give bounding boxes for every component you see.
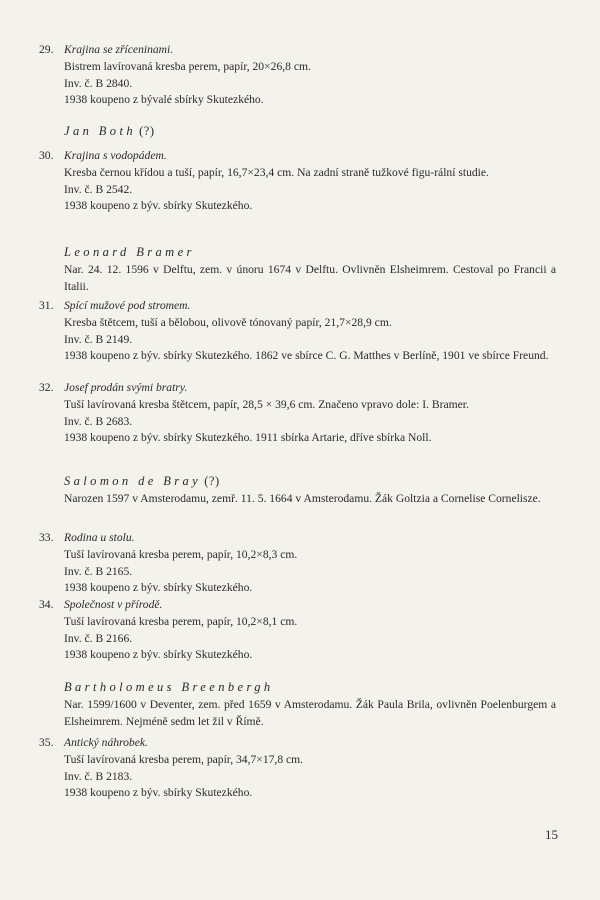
entry-provenance: 1938 koupeno z býv. sbírky Skutezkého. bbox=[64, 786, 253, 800]
entry-number: 34. bbox=[39, 598, 54, 611]
catalog-entry bbox=[39, 298, 561, 365]
entry-description: Kresba černou křídou a tuší, papír, 16,7×23,4 cm. Na zadní straně tužkové figu-rální studie. bbox=[64, 165, 489, 179]
artist-name: Bartholomeus Breenbergh bbox=[64, 680, 274, 694]
entry-inventory: Inv. č. B 2542. bbox=[64, 182, 133, 196]
entry-inventory: Inv. č. B 2840. bbox=[64, 76, 133, 90]
artist-bio: Nar. 1599/1600 v Deventer, zem. před 1659 v Amsterodamu. Žák Paula Brila, ovlivněn Poelenburgem a Elsheimrem. Nejméně sedm let žil v Římě. bbox=[64, 698, 556, 728]
artist-name: Leonard Bramer bbox=[64, 245, 195, 259]
entry-inventory: Inv. č. B 2149. bbox=[64, 332, 133, 346]
catalog-entry bbox=[39, 597, 561, 664]
entry-number: 35. bbox=[39, 736, 54, 749]
entry-title: Rodina u stolu. bbox=[64, 531, 135, 544]
artist-name: Salomon de Bray bbox=[64, 474, 202, 488]
entry-provenance: 1938 koupeno z býv. sbírky Skutezkého. bbox=[64, 199, 253, 213]
artist-heading bbox=[64, 124, 154, 139]
entry-provenance: 1938 koupeno z bývalé sbírky Skutezkého. bbox=[64, 93, 264, 107]
catalog-entry bbox=[39, 42, 561, 109]
entry-number: 29. bbox=[39, 43, 54, 56]
entry-provenance: 1938 koupeno z býv. sbírky Skutezkého. 1911 sbírka Artarie, dříve sbírka Noll. bbox=[64, 431, 432, 445]
catalog-entry bbox=[39, 735, 561, 802]
entry-description: Tuší lavírovaná kresba perem, papír, 34,7×17,8 cm. bbox=[64, 752, 304, 766]
entry-title: Společnost v přírodě. bbox=[64, 598, 163, 611]
entry-provenance: 1938 koupeno z býv. sbírky Skutezkého. bbox=[64, 648, 253, 662]
entry-title: Antický náhrobek. bbox=[64, 736, 148, 749]
entry-number: 33. bbox=[39, 531, 54, 544]
page-number: 15 bbox=[545, 827, 558, 842]
catalog-entry bbox=[39, 530, 561, 597]
entry-inventory: Inv. č. B 2166. bbox=[64, 631, 133, 645]
artist-qualifier: (?) bbox=[139, 124, 155, 138]
artist-qualifier: (?) bbox=[204, 474, 220, 488]
entry-description: Tuší lavírovaná kresba perem, papír, 10,2×8,1 cm. bbox=[64, 614, 298, 628]
entry-title: Krajina s vodopádem. bbox=[64, 149, 167, 162]
artist-name: Jan Both bbox=[64, 124, 136, 138]
entry-title: Spící mužové pod stromem. bbox=[64, 299, 191, 312]
entry-description: Bistrem lavírovaná kresba perem, papír, 20×26,8 cm. bbox=[64, 59, 311, 73]
artist-bio: Nar. 24. 12. 1596 v Delftu, zem. v únoru 1674 v Delftu. Ovlivněn Elsheimrem. Cestoval po Francii a Italii. bbox=[64, 263, 556, 293]
entry-number: 32. bbox=[39, 381, 54, 394]
entry-inventory: Inv. č. B 2165. bbox=[64, 564, 133, 578]
entry-title: Josef prodán svými bratry. bbox=[64, 381, 188, 394]
entry-description: Tuší lavírovaná kresba perem, papír, 10,2×8,3 cm. bbox=[64, 547, 298, 561]
entry-provenance: 1938 koupeno z býv. sbírky Skutezkého. bbox=[64, 581, 253, 595]
entry-inventory: Inv. č. B 2183. bbox=[64, 769, 133, 783]
entry-inventory: Inv. č. B 2683. bbox=[64, 414, 133, 428]
artist-heading bbox=[64, 680, 274, 695]
entry-number: 31. bbox=[39, 299, 54, 312]
artist-heading bbox=[64, 245, 195, 260]
artist-bio: Narozen 1597 v Amsterodamu, zemř. 11. 5. 1664 v Amsterodamu. Žák Goltzia a Cornelise Cornelisze. bbox=[64, 492, 541, 505]
entry-provenance: 1938 koupeno z býv. sbírky Skutezkého. 1862 ve sbírce C. G. Matthes v Berlíně, 1901 ve sbírce Freund. bbox=[64, 349, 549, 363]
artist-heading bbox=[64, 474, 220, 489]
catalog-entry bbox=[39, 380, 561, 447]
entry-number: 30. bbox=[39, 149, 54, 162]
entry-title: Krajina se zříceninami. bbox=[64, 43, 174, 56]
catalog-entry bbox=[39, 148, 561, 215]
entry-description: Tuší lavírovaná kresba štětcem, papír, 28,5 × 39,6 cm. Značeno vpravo dole: I. Bramer. bbox=[64, 397, 469, 411]
entry-description: Kresba štětcem, tuší a bělobou, olivově tónovaný papír, 21,7×28,9 cm. bbox=[64, 315, 392, 329]
